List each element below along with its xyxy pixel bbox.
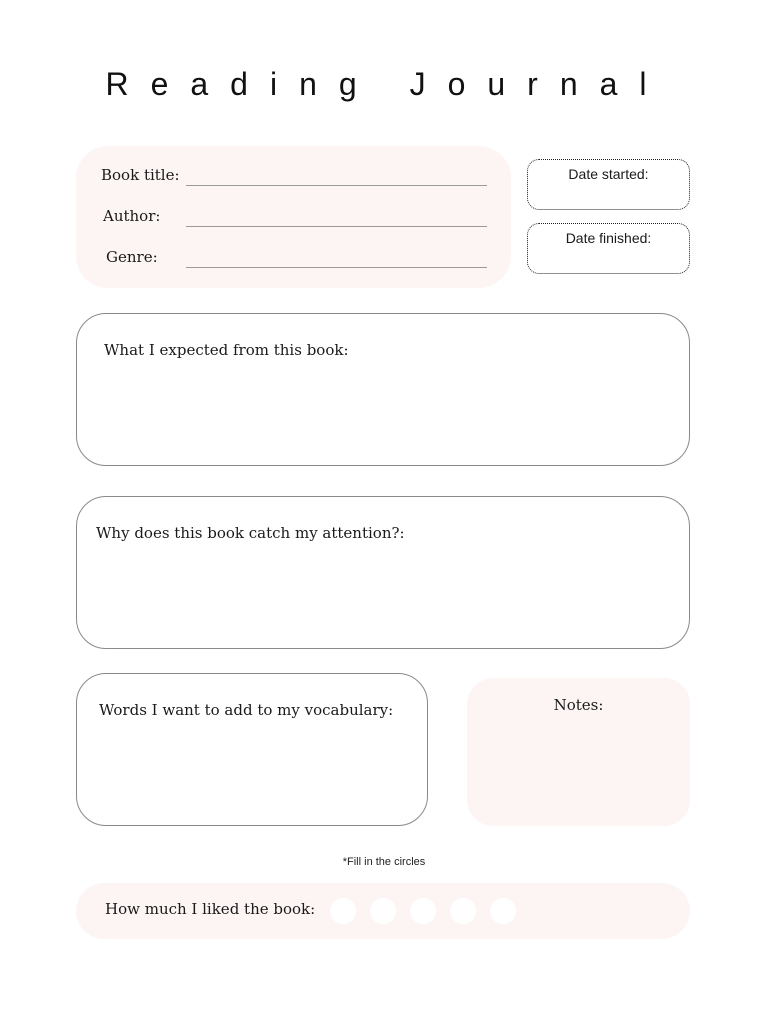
author-label: Author:	[103, 207, 161, 225]
author-field[interactable]	[186, 226, 487, 227]
attention-label: Why does this book catch my attention?:	[96, 524, 405, 542]
genre-label: Genre:	[106, 248, 158, 266]
book-title-field[interactable]	[186, 185, 487, 186]
genre-field[interactable]	[186, 267, 487, 268]
rating-circle-5[interactable]	[490, 898, 516, 924]
expected-box[interactable]	[76, 313, 690, 466]
attention-box[interactable]	[76, 496, 690, 649]
rating-circle-3[interactable]	[410, 898, 436, 924]
rating-circle-4[interactable]	[450, 898, 476, 924]
rating-circle-2[interactable]	[370, 898, 396, 924]
date-finished-label: Date finished:	[565, 230, 652, 246]
page-title: Reading Journal	[105, 66, 669, 102]
expected-label: What I expected from this book:	[104, 341, 349, 359]
rating-circle-1[interactable]	[330, 898, 356, 924]
rating-label: How much I liked the book:	[105, 900, 316, 918]
date-started-label: Date started:	[568, 166, 649, 182]
fill-circles-instruction: *Fill in the circles	[342, 856, 426, 868]
vocabulary-label: Words I want to add to my vocabulary:	[99, 701, 394, 719]
book-title-label: Book title:	[101, 166, 180, 184]
vocabulary-box[interactable]	[76, 673, 428, 826]
notes-label: Notes:	[553, 696, 604, 714]
